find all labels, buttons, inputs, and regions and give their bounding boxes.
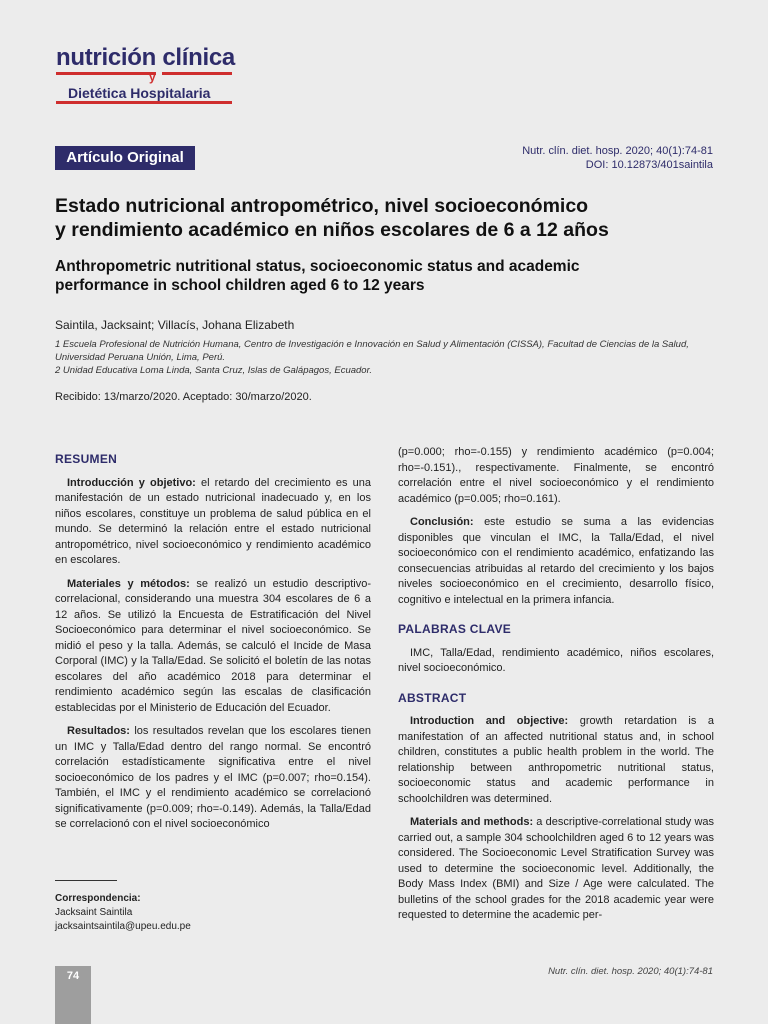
title-english-line1: Anthropometric nutritional status, socioeconomic status and academic	[55, 258, 580, 275]
resumen-methods	[55, 577, 371, 717]
abstract-heading: ABSTRACT	[398, 690, 467, 705]
abstract-methods	[398, 815, 714, 924]
title-spanish	[55, 194, 715, 242]
resumen-methods-text: se realizó un estudio descriptivo-correlacional, considerando una muestra 304 escolares de 6 a 12 años. Se utilizó la Encuesta de Estratificación del Nivel Socioeconómico para determinar el nivel socioeconómico. Se midió el peso y la talla. Además, se calculó el Incide de Masa Corporal (IMC) y la Talla/Edad. Se solicitó el boletín de las notas escolares del año académico 2018 para determinar el rendimiento académico según las escalas de clasificación establecidas por el Ministerio de Educación del Ecuador.	[55, 577, 372, 714]
authors: Saintila, Jacksaint; Villacís, Johana Elizabeth	[55, 318, 295, 332]
logo-rule-bottom	[56, 101, 232, 104]
title-english	[55, 257, 715, 295]
left-column	[55, 452, 371, 841]
received-accepted-dates: Recibido: 13/marzo/2020. Aceptado: 30/marzo/2020.	[55, 391, 312, 403]
article-type-badge: Artículo Original	[55, 146, 195, 170]
resumen-results-continued: (p=0.000; rho=-0.155) y rendimiento académico (p=0.004; rho=-0.151)., respectivamente. Finalmente, se encontró correlación entre el nivel socioeconómico y el rendimiento académico (p=0.005; rho=0.161).	[398, 446, 714, 505]
affiliation-2: 2 Unidad Educativa Loma Linda, Santa Cruz, Islas de Galápagos, Ecuador.	[55, 365, 373, 376]
resumen-methods-lead: Materiales y métodos:	[67, 577, 190, 590]
logo-rule-right	[162, 72, 232, 75]
journal-logo-subtitle: Dietética Hospitalaria	[68, 85, 211, 101]
correspondence-name: Jacksaint Saintila	[55, 907, 133, 918]
page-number: 74	[66, 970, 80, 982]
resumen-intro-text: el retardo del crecimiento es una manifestación de un estado nutricional inadecuado y, en los niños escolares, constituye un problema de salud pública en el mundo. Se determinó la relación entre el estado nutricional antropométrico, nivel socioeconómico y rendimiento académico en escolares.	[55, 476, 371, 566]
resumen-conclusion-text: este estudio se suma a las evidencias disponibles que vinculan el IMC, la Talla/Edad, el nivel socioeconómico con el rendimiento académico, enfatizando las consecuencias atribuidas al retardo del crecimiento y los bajos niveles socioeconómico en el crecimiento, desarrollo físico, cognitivo e intelectual en la primera infancia.	[398, 516, 714, 606]
correspondence	[55, 892, 191, 934]
abstract-intro-lead: Introduction and objective:	[410, 715, 569, 727]
correspondence-rule	[55, 880, 117, 881]
resumen-results-text: los resultados revelan que los escolares tienen un IMC y Talla/Edad dentro del rango normal. Se encontró correlación estadísticamente significativa entre el nivel socioeconómico de los padres y el IMC (p=0.007; rho=0.154). También, el IMC y el rendimiento académico se correlacionó significativamente (p=0.009; rho=-0.149). Además, la Talla/Edad se correlacionó con el nivel socioeconómico	[55, 725, 371, 830]
resumen-heading: RESUMEN	[55, 452, 118, 466]
journal-logo-title: nutrición clínica	[56, 44, 235, 71]
abstract-intro	[398, 714, 714, 807]
footer-citation: Nutr. clín. diet. hosp. 2020; 40(1):74-81	[548, 966, 713, 977]
resumen-results-lead: Resultados:	[67, 725, 130, 737]
title-english-line2: performance in school children aged 6 to 12 years	[55, 277, 425, 294]
right-column	[398, 445, 714, 932]
resumen-conclusion	[398, 515, 714, 608]
affiliation-1: 1 Escuela Profesional de Nutrición Humana, Centro de Investigación e Innovación en Salud y Alimentación (CISSA), Facultad de Ciencias de la Salud, Universidad Peruana Unión, Lima, Perú.	[55, 339, 689, 363]
logo-rule-left	[56, 72, 156, 75]
abstract-methods-text: a descriptive-correlational study was carried out, a sample 304 schoolchildren aged 6 to 12 years was considered. The Socioeconomic Level Stratification Survey was used to determine the socioeconomic level. Additionally, the Body Mass Index (BMI) and Size / Age were calculated. The bulletins of the school grades for the 2018 academic year were requested to determine the academic per-	[398, 816, 715, 921]
palabras-clave-heading: PALABRAS CLAVE	[398, 622, 512, 636]
title-spanish-line2: y rendimiento académico en niños escolares de 6 a 12 años	[55, 219, 609, 241]
abstract-methods-lead: Materials and methods:	[410, 816, 534, 828]
correspondence-heading: Correspondencia:	[55, 893, 141, 904]
resumen-conclusion-lead: Conclusión:	[410, 516, 474, 528]
abstract-intro-text: growth retardation is a manifestation of an affected nutritional status and, in school children, constitutes a public health problem in the world. The relationship between anthropometric nutritional status, socioeconomic status and academic performance in schoolchildren was determined.	[398, 715, 715, 805]
resumen-intro-lead: Introducción y objetivo:	[67, 476, 196, 489]
correspondence-email[interactable]: jacksaintsaintila@upeu.edu.pe	[55, 921, 191, 932]
resumen-intro	[55, 476, 371, 569]
title-spanish-line1: Estado nutricional antropométrico, nivel socioeconómico	[55, 195, 589, 217]
journal-citation: Nutr. clín. diet. hosp. 2020; 40(1):74-81	[522, 145, 713, 157]
doi[interactable]: DOI: 10.12873/401saintila	[585, 159, 713, 171]
journal-reference	[522, 144, 713, 172]
resumen-results	[55, 724, 371, 833]
palabras-clave-text: IMC, Talla/Edad, rendimiento académico, niños escolares, nivel socioeconómico.	[398, 646, 714, 674]
logo-conjunction: y	[149, 70, 156, 84]
